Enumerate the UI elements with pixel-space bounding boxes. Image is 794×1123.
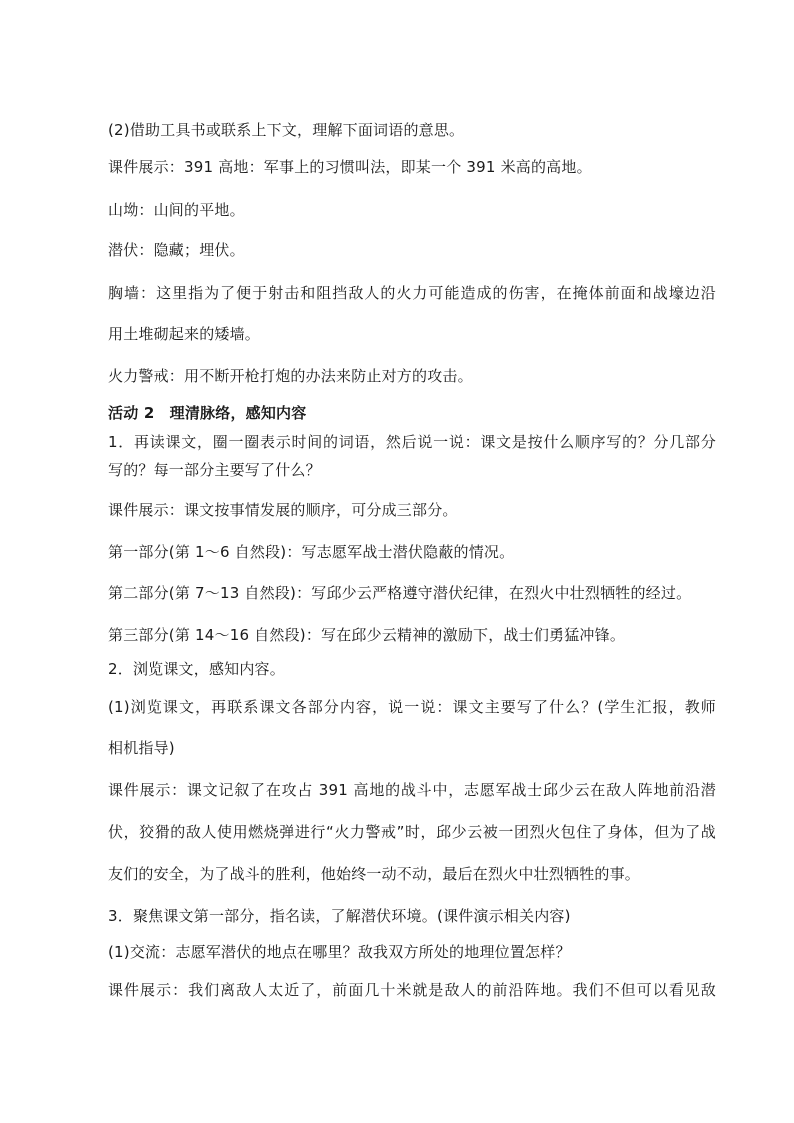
paragraph-line: 课件展示：课文记叙了在攻占 391 高地的战斗中，志愿军战士邱少云在敌人阵地前沿潜 [108, 781, 716, 799]
paragraph-line: 胸墙：这里指为了便于射击和阻挡敌人的火力可能造成的伤害，在掩体前面和战壕边沿 [108, 284, 716, 302]
paragraph-line: 伏，狡猾的敌人使用燃烧弹进行“火力警戒”时，邱少云被一团烈火包住了身体，但为了战 [108, 823, 716, 841]
paragraph-line: 1．再读课文，圈一圈表示时间的词语，然后说一说：课文是按什么顺序写的？分几部分 [108, 433, 716, 451]
paragraph-line: 3．聚焦课文第一部分，指名读，了解潜伏环境。(课件演示相关内容) [108, 907, 571, 925]
section-heading: 活动 2 理清脉络，感知内容 [108, 404, 307, 422]
paragraph-line: 火力警戒：用不断开枪打炮的办法来防止对方的攻击。 [108, 367, 473, 385]
paragraph-line: (2)借助工具书或联系上下文，理解下面词语的意思。 [108, 121, 465, 139]
paragraph-line: (1)交流：志愿军潜伏的地点在哪里？敌我双方所处的地理位置怎样？ [108, 943, 571, 961]
paragraph-line: 课件展示：391 高地：军事上的习惯叫法，即某一个 391 米高的高地。 [108, 158, 592, 176]
paragraph-line: 第二部分(第 7～13 自然段)：写邱少云严格遵守潜伏纪律，在烈火中壮烈牺牲的经过。 [108, 584, 692, 602]
paragraph-line: 写的？每一部分主要写了什么？ [108, 461, 321, 479]
paragraph-line: (1)浏览课文，再联系课文各部分内容，说一说：课文主要写了什么？(学生汇报，教师 [108, 698, 716, 716]
paragraph-line: 课件展示：课文按事情发展的顺序，可分成三部分。 [108, 501, 458, 519]
paragraph-line: 2．浏览课文，感知内容。 [108, 660, 285, 678]
paragraph-line: 第三部分(第 14～16 自然段)：写在邱少云精神的激励下，战士们勇猛冲锋。 [108, 626, 626, 644]
paragraph-line: 第一部分(第 1～6 自然段)：写志愿军战士潜伏隐蔽的情况。 [108, 543, 515, 561]
paragraph-line: 潜伏：隐藏；埋伏。 [108, 241, 245, 259]
paragraph-line: 相机指导) [108, 739, 175, 757]
paragraph-line: 用土堆砌起来的矮墙。 [108, 325, 261, 343]
paragraph-line: 山坳：山间的平地。 [108, 201, 245, 219]
paragraph-line: 友们的安全，为了战斗的胜利，他始终一动不动，最后在烈火中壮烈牺牲的事。 [108, 865, 641, 883]
paragraph-line: 课件展示：我们离敌人太近了，前面几十米就是敌人的前沿阵地。我们不但可以看见敌 [108, 981, 716, 999]
